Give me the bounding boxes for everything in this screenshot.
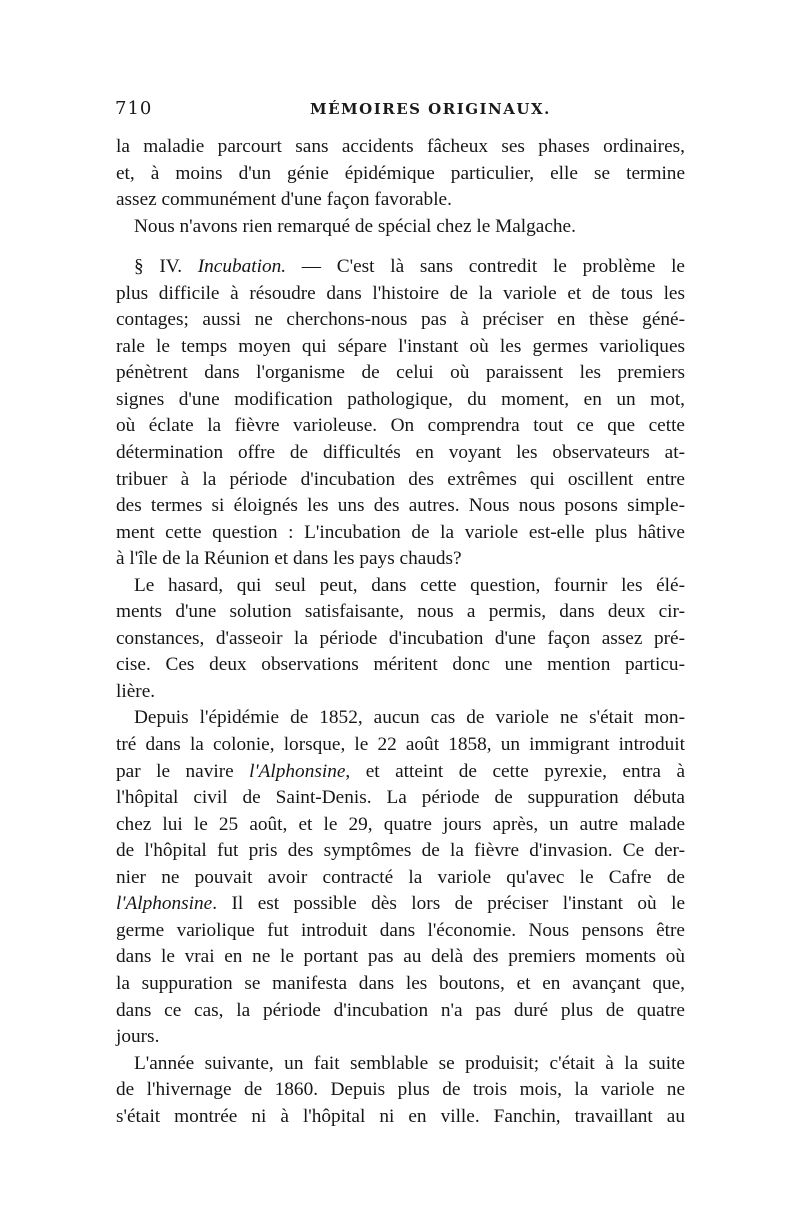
running-head: MÉMOIRES ORIGINAUX. xyxy=(310,100,551,118)
text-line: nier ne pouvait avoir contracté la variole qu'avec le Cafre de xyxy=(116,866,685,888)
text-line: Nous n'avons rien remarqué de spécial chez le Malgache. xyxy=(134,215,576,237)
italic-text: l'Alphonsine xyxy=(249,760,346,782)
section-heading-line: § IV. Incubation. — C'est là sans contredit le problème le xyxy=(134,256,685,278)
text-line: par le navire l'Alphonsine, et atteint de cette pyrexie, entra à xyxy=(116,760,685,782)
text-line: détermination offre de difficultés en voyant les observateurs at- xyxy=(116,442,685,464)
text-line: dans le vrai en ne le portant pas au delà des premiers moments où xyxy=(116,946,685,968)
italic-text: l'Alphonsine xyxy=(116,893,213,915)
text-line: la suppuration se manifesta dans les boutons, et en avançant que, xyxy=(116,972,685,994)
text-line: ments d'une solution satisfaisante, nous a permis, dans deux cir- xyxy=(116,601,685,623)
text-line: la maladie parcourt sans accidents fâcheux ses phases ordinaires, xyxy=(116,136,685,157)
text-line: de l'hôpital fut pris des symptômes de la fièvre d'invasion. Ce der- xyxy=(116,840,685,862)
page-header xyxy=(115,98,685,128)
text-line: Le hasard, qui seul peut, dans cette question, fournir les élé- xyxy=(134,574,685,596)
text-line: tribuer à la période d'incubation des extrêmes qui oscillent entre xyxy=(116,468,685,490)
text-line: rale le temps moyen qui sépare l'instant où les germes varioliques xyxy=(116,335,685,357)
text-line: s'était montrée ni à l'hôpital ni en ville. Fanchin, travaillant au xyxy=(116,1105,685,1127)
text-line: contages; aussi ne cherchons-nous pas à préciser en thèse géné- xyxy=(116,309,685,331)
text-line: à l'île de la Réunion et dans les pays chauds? xyxy=(116,548,462,570)
text-line: constances, d'asseoir la période d'incubation d'une façon assez pré- xyxy=(116,627,685,649)
text-line: germe variolique fut introduit dans l'économie. Nous pensons être xyxy=(116,919,685,941)
text-line: pénètrent dans l'organisme de celui où paraissent les premiers xyxy=(116,362,685,384)
text-line: l'hôpital civil de Saint-Denis. La période de suppuration débuta xyxy=(116,787,685,809)
body-text xyxy=(116,134,685,1130)
text-line: signes d'une modification pathologique, du moment, en un mot, xyxy=(116,388,685,410)
text-line: des termes si éloignés les uns des autres. Nous nous posons simple- xyxy=(116,495,685,517)
text-line: jours. xyxy=(116,1026,160,1048)
text-line: l'Alphonsine. Il est possible dès lors de préciser l'instant où le xyxy=(116,893,685,915)
text-line: tré dans la colonie, lorsque, le 22 août 1858, un immigrant introduit xyxy=(116,734,685,756)
page-number: 710 xyxy=(115,98,153,119)
text-line: lière. xyxy=(116,680,156,702)
text-line: dans ce cas, la période d'incubation n'a pas duré plus de quatre xyxy=(116,999,685,1021)
text-line: ment cette question : L'incubation de la variole est-elle plus hâtive xyxy=(116,521,685,543)
text-line: où éclate la fièvre varioleuse. On comprendra tout ce que cette xyxy=(116,415,685,437)
italic-text: Incubation. xyxy=(197,256,287,278)
text-line: Depuis l'épidémie de 1852, aucun cas de variole ne s'était mon- xyxy=(134,707,685,729)
text-line: cise. Ces deux observations méritent donc une mention particu- xyxy=(116,654,685,676)
text-line: L'année suivante, un fait semblable se produisit; c'était à la suite xyxy=(134,1052,685,1074)
text-line: chez lui le 25 août, et le 29, quatre jours après, un autre malade xyxy=(116,813,685,835)
section-gap xyxy=(116,240,685,254)
text-line: de l'hivernage de 1860. Depuis plus de trois mois, la variole ne xyxy=(116,1079,685,1101)
text-line: assez communément d'une façon favorable. xyxy=(116,189,452,211)
text-line: plus difficile à résoudre dans l'histoire de la variole et de tous les xyxy=(116,282,685,304)
text-line: et, à moins d'un génie épidémique particulier, elle se termine xyxy=(116,162,685,184)
